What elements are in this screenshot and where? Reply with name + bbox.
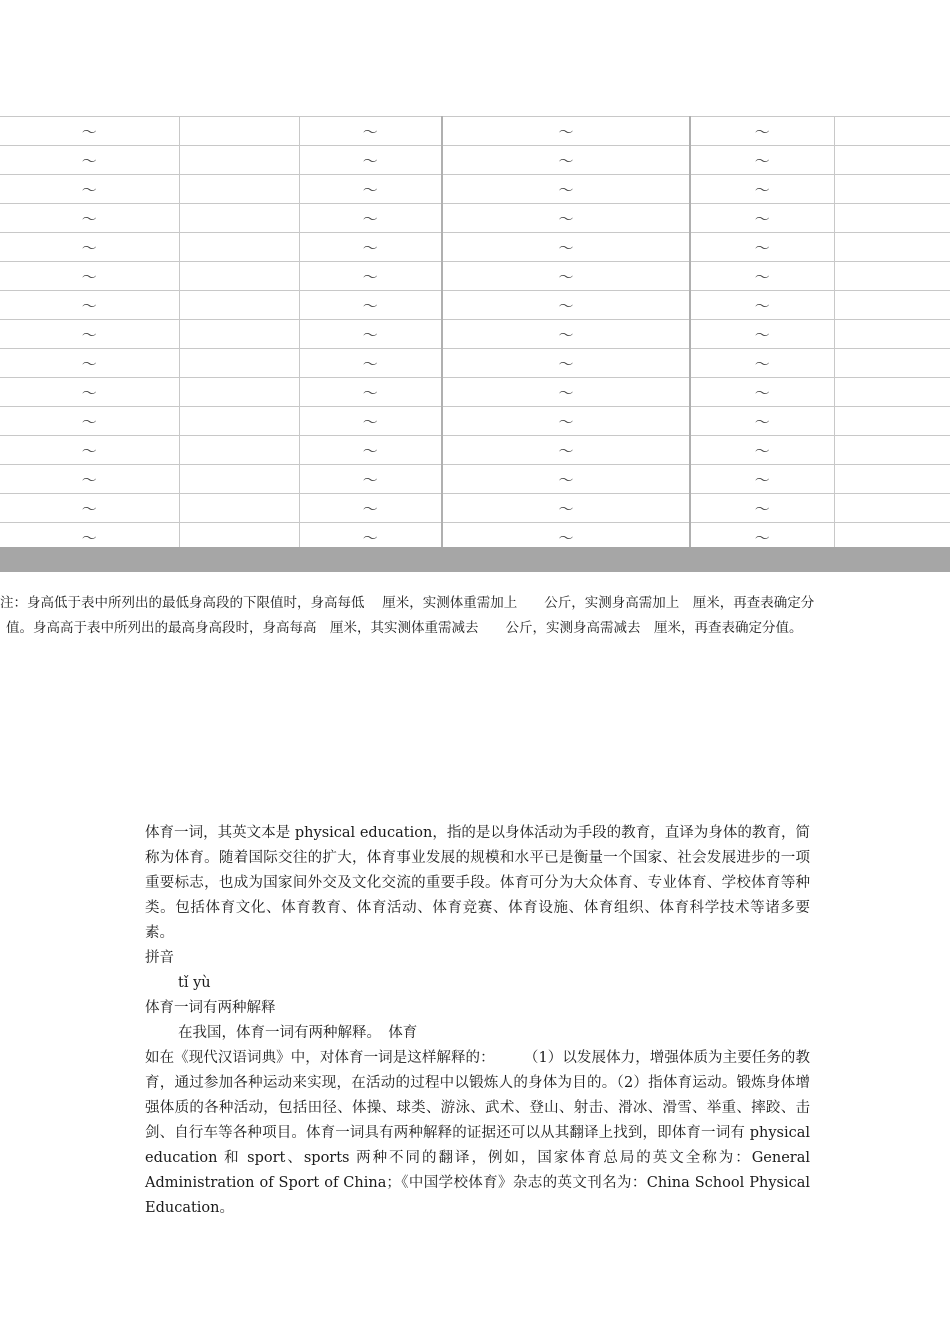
table-cell: ～: [0, 349, 179, 378]
table-cell: [179, 291, 299, 320]
table-row: [0, 175, 950, 204]
table-cell: ～: [299, 494, 442, 523]
table-cell: [179, 262, 299, 291]
table-cell: [179, 233, 299, 262]
table-cell: ～: [442, 465, 690, 494]
table-cell: ～: [299, 320, 442, 349]
table-cell: [834, 436, 950, 465]
table-cell: ～: [0, 407, 179, 436]
table-cell: ～: [299, 436, 442, 465]
table-row: [0, 146, 950, 175]
table-cell: ～: [299, 204, 442, 233]
pinyin-heading: 拼音: [145, 950, 174, 966]
table-cell: ～: [0, 262, 179, 291]
table-cell: [179, 204, 299, 233]
table-cell: ～: [690, 204, 834, 233]
table-cell: [834, 494, 950, 523]
table-cell: [834, 291, 950, 320]
table-cell: ～: [0, 436, 179, 465]
table-row: [0, 291, 950, 320]
table-cell: ～: [0, 175, 179, 204]
table-cell: ～: [0, 320, 179, 349]
table-row: [0, 117, 950, 146]
table-cell: [834, 175, 950, 204]
table-cell: ～: [690, 233, 834, 262]
table-cell: ～: [0, 204, 179, 233]
table-cell: [179, 320, 299, 349]
article-body: [145, 821, 810, 1221]
table-cell: ～: [299, 523, 442, 552]
table-cell: ～: [0, 494, 179, 523]
table-cell: [179, 407, 299, 436]
table-cell: ～: [442, 494, 690, 523]
table-cell: [179, 436, 299, 465]
table-cell: ～: [0, 117, 179, 146]
table-cell: ～: [442, 291, 690, 320]
table-row: [0, 233, 950, 262]
table-cell: [834, 262, 950, 291]
table-row: [0, 320, 950, 349]
table-cell: ～: [690, 291, 834, 320]
table-cell: ～: [690, 378, 834, 407]
table-cell: ～: [299, 175, 442, 204]
table-row: [0, 494, 950, 523]
table-cell: [179, 349, 299, 378]
table-cell: ～: [442, 262, 690, 291]
table-cell: ～: [442, 204, 690, 233]
table-cell: [179, 146, 299, 175]
table-cell: ～: [299, 291, 442, 320]
table-cell: ～: [0, 146, 179, 175]
table-cell: ～: [690, 523, 834, 552]
table-footer-band: [0, 547, 950, 572]
table-cell: ～: [442, 349, 690, 378]
table-cell: [179, 494, 299, 523]
table-cell: [834, 407, 950, 436]
two-meanings-heading: 体育一词有两种解释: [145, 1000, 276, 1016]
table-cell: ～: [690, 436, 834, 465]
table-cell: ～: [442, 175, 690, 204]
table-cell: ～: [690, 407, 834, 436]
table-cell: [834, 204, 950, 233]
table-row: [0, 407, 950, 436]
table-cell: ～: [690, 262, 834, 291]
table-cell: [834, 378, 950, 407]
table-cell: ～: [0, 378, 179, 407]
table-cell: ～: [442, 233, 690, 262]
table-cell: ～: [442, 407, 690, 436]
explanation-paragraph: 如在《现代汉语词典》中，对体育一词是这样解释的： （1）以发展体力，增强体质为主要任务的教育，通过参加各种运动来实现，在活动的过程中以锻炼人的身体为目的。（2）指体育运动。锻炼身体增强体质的各种活动，包括田径、体操、球类、游泳、武术、登山、射击、滑冰、滑雪、举重、摔跤、击剑、自行车等各种项目。体育一词具有两种解释的证据还可以从其翻译上找到，即体育一词有 physical education 和 sport、sports 两种不同的翻译，例如，国家体育总局的英文全称为：General Administration of Sport of China；《中国学校体育》杂志的英文刊名为：China School Physical Education。: [145, 1050, 810, 1216]
table-cell: ～: [0, 233, 179, 262]
table-row: [0, 204, 950, 233]
table-cell: [179, 465, 299, 494]
two-meanings-line: 在我国，体育一词有两种解释。 体育: [178, 1025, 418, 1041]
table-cell: [834, 465, 950, 494]
table-cell: ～: [442, 117, 690, 146]
table-cell: ～: [299, 349, 442, 378]
table-cell: ～: [442, 146, 690, 175]
table-cell: ～: [299, 262, 442, 291]
table-cell: [179, 117, 299, 146]
table-cell: ～: [299, 407, 442, 436]
table-cell: [834, 349, 950, 378]
table-cell: [834, 117, 950, 146]
table-row: [0, 465, 950, 494]
table-cell: ～: [299, 117, 442, 146]
table-row: [0, 378, 950, 407]
table-cell: ～: [0, 523, 179, 552]
table-cell: [179, 175, 299, 204]
table-cell: ～: [690, 320, 834, 349]
intro-paragraph: 体育一词，其英文本是 physical education，指的是以身体活动为手段的教育，直译为身体的教育，简称为体育。随着国际交往的扩大，体育事业发展的规模和水平已是衡量一个国家、社会发展进步的一项重要标志，也成为国家间外交及文化交流的重要手段。体育可分为大众体育、专业体育、学校体育等种类。包括体育文化、体育教育、体育活动、体育竞赛、体育设施、体育组织、体育科学技术等诸多要素。: [145, 825, 810, 941]
table-cell: ～: [690, 349, 834, 378]
table-row: [0, 262, 950, 291]
table-row: [0, 436, 950, 465]
table-row: [0, 349, 950, 378]
table-note-line-2: 值。身高高于表中所列出的最高身高段时，身高每高 厘米，其实测体重需减去 公斤，实测身高需减去 厘米，再查表确定分值。: [6, 620, 803, 636]
table-cell: ～: [690, 117, 834, 146]
table-cell: ～: [299, 233, 442, 262]
table-cell: ～: [442, 378, 690, 407]
score-table: [0, 116, 950, 552]
table-cell: [834, 146, 950, 175]
table-cell: ～: [299, 378, 442, 407]
table-cell: ～: [442, 436, 690, 465]
table-cell: [179, 378, 299, 407]
table-note-line-1: 注：身高低于表中所列出的最低身高段的下限值时，身高每低 厘米，实测体重需加上 公斤，实测身高需加上 厘米，再查表确定分: [0, 595, 815, 611]
table-cell: ～: [299, 146, 442, 175]
table-cell: ～: [0, 291, 179, 320]
table-cell: ～: [0, 465, 179, 494]
table-cell: ～: [690, 175, 834, 204]
table-cell: ～: [690, 146, 834, 175]
table-cell: ～: [442, 523, 690, 552]
table-cell: ～: [442, 320, 690, 349]
table-cell: [834, 320, 950, 349]
table-cell: ～: [299, 465, 442, 494]
table-cell: ～: [690, 494, 834, 523]
pinyin-text: tǐ yù: [178, 975, 211, 991]
table-cell: ～: [690, 465, 834, 494]
table-cell: [834, 233, 950, 262]
